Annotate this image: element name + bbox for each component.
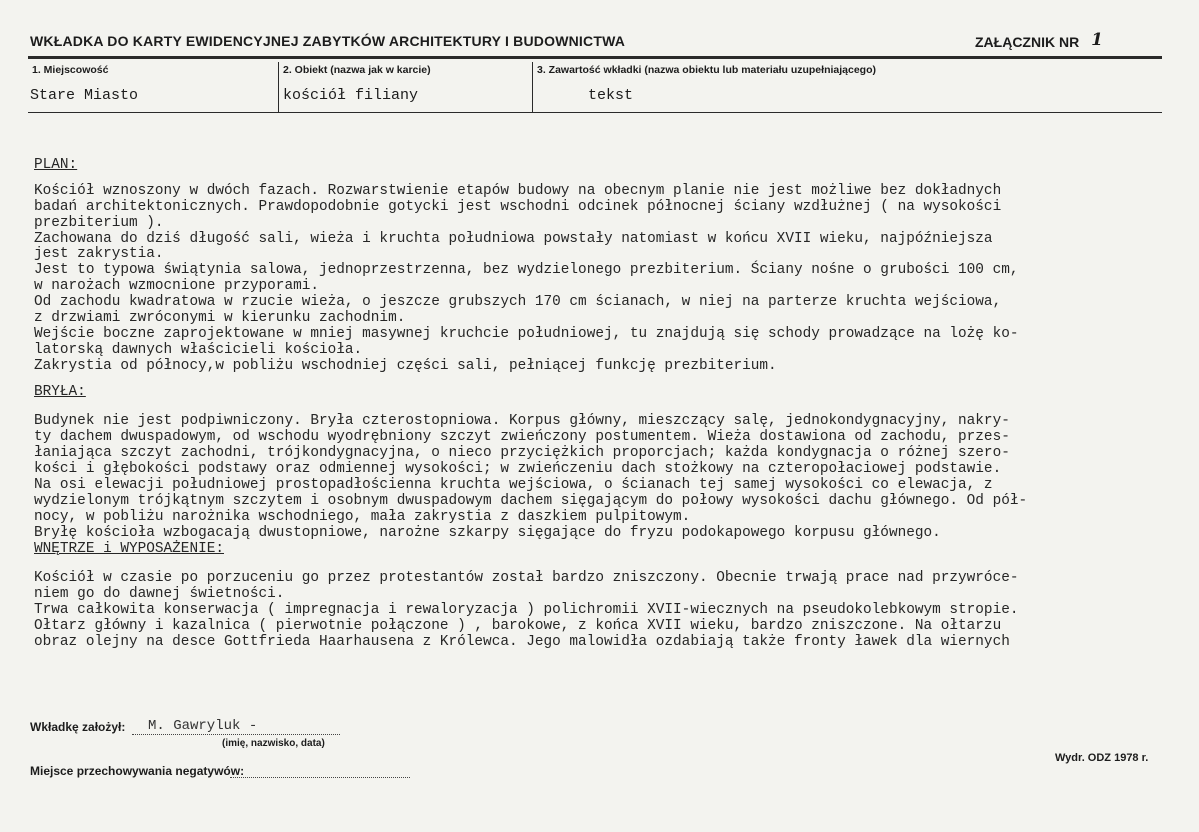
locality-cell <box>28 62 278 112</box>
prepared-by-value: M. Gawryluk - <box>148 718 258 734</box>
wnetrze-heading: WNĘTRZE i WYPOSAŻENIE: <box>34 540 224 557</box>
annex-label-group <box>975 32 1103 52</box>
bryla-line: Bryłę kościoła wzbogacają dwustopniowe, narożne szkarpy sięgające do fryzu podokapowego korpusu głównego. <box>34 524 941 541</box>
locality-label: 1. Miejscowość <box>32 64 109 76</box>
bryla-line: ty dachem dwuspadowym, od wschodu wyodrębniony szczyt zwieńczony postumentem. Wieża dostawiona od zachodu, przes- <box>34 429 1010 446</box>
object-cell <box>278 62 533 112</box>
content-label: 3. Zawartość wkładki (nazwa obiektu lub materiału uzupełniającego) <box>537 64 876 76</box>
fields-table <box>28 62 1162 113</box>
content-value: tekst <box>588 87 634 104</box>
plan-line: w narożach wzmocnione przyporami. <box>34 278 319 295</box>
plan-line: Od zachodu kwadratowa w rzucie wieża, o jeszcze grubszych 170 cm ścianach, w niej na parterze kruchta wejściowa, <box>34 294 1002 311</box>
plan-line: badań architektonicznych. Prawdopodobnie gotycki jest wschodni odcinek północnej ściany wzdłużnej ( na wysokości <box>34 198 1002 215</box>
locality-value: Stare Miasto <box>30 87 139 104</box>
wnetrze-line: niem go do dawnej świetności. <box>34 586 285 603</box>
plan-line: prezbiterium ). <box>34 214 164 231</box>
negatives-location-dotted-line <box>230 777 410 778</box>
bryla-line: Na osi elewacji południowej prostopadłościenna kruchta wejściowa, o ścianach tej samej wysokości co elewacja, z <box>34 477 993 494</box>
prepared-by-dotted-line <box>132 734 340 735</box>
annex-label: ZAŁĄCZNIK NR <box>975 34 1080 50</box>
print-note: Wydr. ODZ 1978 r. <box>1055 752 1149 764</box>
object-value: kościół filiany <box>283 87 419 104</box>
plan-line: Zachowana do dziś długość sali, wieża i kruchta południowa powstały natomiast w końcu XVII wieku, najpóźniejsza <box>34 230 993 247</box>
content-cell <box>532 62 1163 112</box>
plan-line: latorską dawnych właścicieli kościoła. <box>34 341 363 358</box>
bryla-line: Budynek nie jest podpiwniczony. Bryła czterostopniowa. Korpus główny, mieszczący salę, jednokondygnacyjny, nakry- <box>34 413 1010 430</box>
description-text <box>34 158 1174 651</box>
plan-heading: PLAN: <box>34 157 78 173</box>
plan-line: Wejście boczne zaprojektowane w mniej masywnej kruchcie południowej, tu znajdują się schody prowadzące na lożę ko- <box>34 325 1019 342</box>
plan-line: z drzwiami zwróconymi w kierunku zachodnim. <box>34 310 406 327</box>
bryla-line: wydzielonym trójkątnym szczytem i osobnym dwuspadowym dachem sięgającym do połowy wysokości dachu głównego. Od pół- <box>34 492 1028 509</box>
form-title: WKŁADKA DO KARTY EWIDENCYJNEJ ZABYTKÓW ARCHITEKTURY I BUDOWNICTWA <box>30 33 626 49</box>
bryla-line: łaniająca szczyt zachodni, trójkondygnacyjna, o nieco przyciężkich proporcjach; każda kondygnacja o różnej szero- <box>34 445 1010 462</box>
annex-number: 1 <box>1091 30 1103 50</box>
wnetrze-line: Ołtarz główny i kazalnica ( pierwotnie połączone ) , barokowe, z końca XVII wieku, bardzo zniszczone. Na ołtarzu <box>34 618 1002 635</box>
bryla-line: kości i głębokości podstawy oraz odmiennej wysokości; w zwieńczeniu dach stożkowy na czteropołaciowej podstawie. <box>34 461 1002 478</box>
prepared-by-caption: (imię, nazwisko, data) <box>222 738 325 749</box>
plan-line: Zakrystia od północy,w pobliżu wschodniej części sali, pełniącej funkcję prezbiterium. <box>34 357 777 374</box>
bryla-line: nocy, w pobliżu narożnika wschodniego, mała zakrystia z daszkiem pulpitowym. <box>34 508 691 525</box>
plan-line: Jest to typowa świątynia salowa, jednoprzestrzenna, bez wydzielonego prezbiterium. Ściany nośne o grubości 100 cm, <box>34 262 1019 279</box>
wnetrze-line: Trwa całkowita konserwacja ( impregnacja i rewaloryzacja ) polichromii XVII-wiecznych na pseudokolebkowym stropie. <box>34 602 1019 619</box>
header-rule <box>28 56 1162 59</box>
object-label: 2. Obiekt (nazwa jak w karcie) <box>283 64 431 76</box>
wnetrze-line: obraz olejny na desce Gottfrieda Haarhausena z Królewca. Jego malowidła ozdabiają także fronty ławek dla wiernych <box>34 634 1010 651</box>
plan-line: jest zakrystia. <box>34 246 164 263</box>
prepared-by-label: Wkładkę założył: <box>30 720 126 734</box>
negatives-location-label: Miejsce przechowywania negatywów: <box>30 764 245 778</box>
bryla-heading: BRYŁA: <box>34 383 86 400</box>
wnetrze-line: Kościół w czasie po porzuceniu go przez protestantów został bardzo zniszczony. Obecnie trwają prace nad przywróce- <box>34 570 1019 587</box>
plan-line: Kościół wznoszony w dwóch fazach. Rozwarstwienie etapów budowy na obecnym planie nie jest możliwe bez dokładnych <box>34 182 1002 199</box>
